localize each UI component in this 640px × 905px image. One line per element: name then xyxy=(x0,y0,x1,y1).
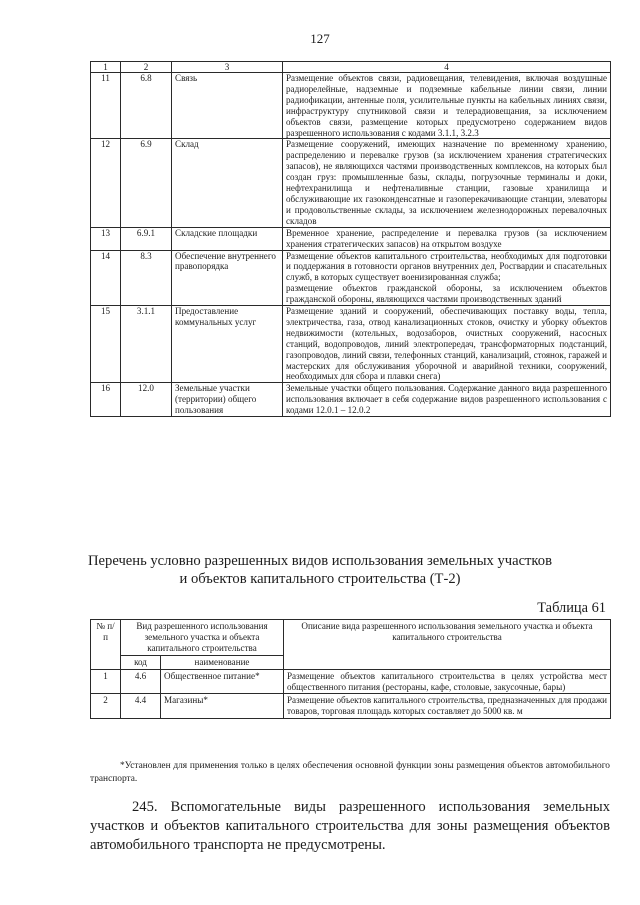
use-description: Земельные участки общего пользования. Содержание данного вида разрешенного использования включает в себя содержание видов разрешенного использования с кодами 12.0.1 – 12.0.2 xyxy=(283,383,611,417)
header-col-4: 4 xyxy=(283,62,611,73)
use-code: 3.1.1 xyxy=(121,306,172,383)
row-number: 15 xyxy=(91,306,121,383)
header-col-3: 3 xyxy=(172,62,283,73)
use-name: Магазины* xyxy=(161,694,284,719)
use-name: Связь xyxy=(172,73,283,139)
table-row xyxy=(91,227,611,250)
use-description: Размещение объектов капитального строительства, предназначенных для продажи товаров, торговая площадь которых составляет до 5000 кв. м xyxy=(284,694,611,719)
use-description: Временное хранение, распределение и перевалка грузов (за исключением хранения стратегических запасов) на открытом воздухе xyxy=(283,227,611,250)
row-number: 14 xyxy=(91,250,121,306)
use-name: Общественное питание* xyxy=(161,669,284,694)
use-description-part-2: размещение объектов гражданской обороны, за исключением объектов гражданской обороны, являющихся частями производственных зданий xyxy=(286,283,607,305)
header-kind: Вид разрешенного использования земельного участка и объекта капитального строительства xyxy=(121,620,284,656)
table-row xyxy=(91,73,611,139)
page-number: 127 xyxy=(310,31,330,46)
use-code: 6.9 xyxy=(121,139,172,227)
use-name: Обеспечение внутреннего правопорядка xyxy=(172,250,283,306)
use-description xyxy=(283,250,611,306)
header-number: № п/п xyxy=(91,620,121,670)
table-row xyxy=(91,383,611,417)
use-code: 4.6 xyxy=(121,669,161,694)
table-header-row xyxy=(91,620,611,656)
use-description: Размещение сооружений, имеющих назначение по временному хранению, распределению и перевалке грузов (за исключением хранения стратегических запасов), не являющихся частями производственных комплексов, на которых был создан груз: промышленные базы, склады, погрузочные терминалы и доки, нефтехранилища и нефтеналивные станции, газовые хранилища и обслуживающие их газоконденсатные и газоперекачивающие станции, элеваторы и продовольственные склады, за исключением железнодорожных перевалочных складов xyxy=(283,139,611,227)
use-description: Размещение зданий и сооружений, обеспечивающих поставку воды, тепла, электричества, газа, отвод канализационных стоков, очистку и уборку объектов недвижимости (котельных, водозаборов, очистных сооружений, насосных станций, водопроводов, линий электропередач, трансформаторных подстанций, газопроводов, линий связи, телефонных станций, канализаций, стоянок, гаражей и мастерских для обслуживания уборочной и аварийной техники, сооружений, необходимых для сбора и плавки снега) xyxy=(283,306,611,383)
row-number: 13 xyxy=(91,227,121,250)
use-name: Предоставление коммунальных услуг xyxy=(172,306,283,383)
section-title-line-1: Перечень условно разрешенных видов использования земельных участков xyxy=(88,553,552,569)
use-code: 8.3 xyxy=(121,250,172,306)
use-name: Склад xyxy=(172,139,283,227)
table-row xyxy=(91,694,611,719)
row-number: 12 xyxy=(91,139,121,227)
table-row xyxy=(91,669,611,694)
header-code: код xyxy=(121,655,161,669)
paragraph-245: 245. Вспомогательные виды разрешенного использования земельных участков и объектов капитального строительства для зоны размещения объектов автомобильного транспорта не предусмотрены. xyxy=(90,799,610,853)
header-name: наименование xyxy=(161,655,284,669)
use-code: 12.0 xyxy=(121,383,172,417)
section-title-line-2: и объектов капитального строительства (Т-2) xyxy=(179,571,461,587)
use-name: Земельные участки (территории) общего пользования xyxy=(172,383,283,417)
table-row xyxy=(91,306,611,383)
header-col-1: 1 xyxy=(91,62,121,73)
table-row xyxy=(91,139,611,227)
use-description-part-1: Размещение объектов капитального строительства, необходимых для подготовки и поддержания в готовности органов внутренних дел, Росгвардии и спасательных служб, в которых существует военизированная служба; xyxy=(286,250,607,283)
use-code: 6.9.1 xyxy=(121,227,172,250)
conditional-uses-table xyxy=(90,619,611,719)
use-description: Размещение объектов связи, радиовещания, телевидения, включая воздушные радиорелейные, надземные и подземные кабельные линии связи, линии радиофикации, антенные поля, усилительные пункты на кабельных линиях связи, инфраструктуру спутниковой связи и телерадиовещания, за исключением объектов связи, размещение которых предусмотрено содержанием видов разрешенного использования с кодами 3.1.1, 3.2.3 xyxy=(283,73,611,139)
section-title xyxy=(0,552,640,588)
header-description: Описание вида разрешенного использования земельного участка и объекта капитального строительства xyxy=(284,620,611,670)
use-code: 6.8 xyxy=(121,73,172,139)
row-number: 1 xyxy=(91,669,121,694)
row-number: 2 xyxy=(91,694,121,719)
table-row xyxy=(91,250,611,306)
permitted-uses-table xyxy=(90,61,611,417)
row-number: 16 xyxy=(91,383,121,417)
table-label: Таблица 61 xyxy=(537,600,606,616)
table-header-row xyxy=(91,62,611,73)
header-col-2: 2 xyxy=(121,62,172,73)
footnote: *Установлен для применения только в целях обеспечения основной функции зоны размещения объектов автомобильного транспорта. xyxy=(90,761,610,784)
row-number: 11 xyxy=(91,73,121,139)
use-description: Размещение объектов капитального строительства в целях устройства мест общественного питания (рестораны, кафе, столовые, закусочные, бары) xyxy=(284,669,611,694)
use-code: 4.4 xyxy=(121,694,161,719)
use-name: Складские площадки xyxy=(172,227,283,250)
